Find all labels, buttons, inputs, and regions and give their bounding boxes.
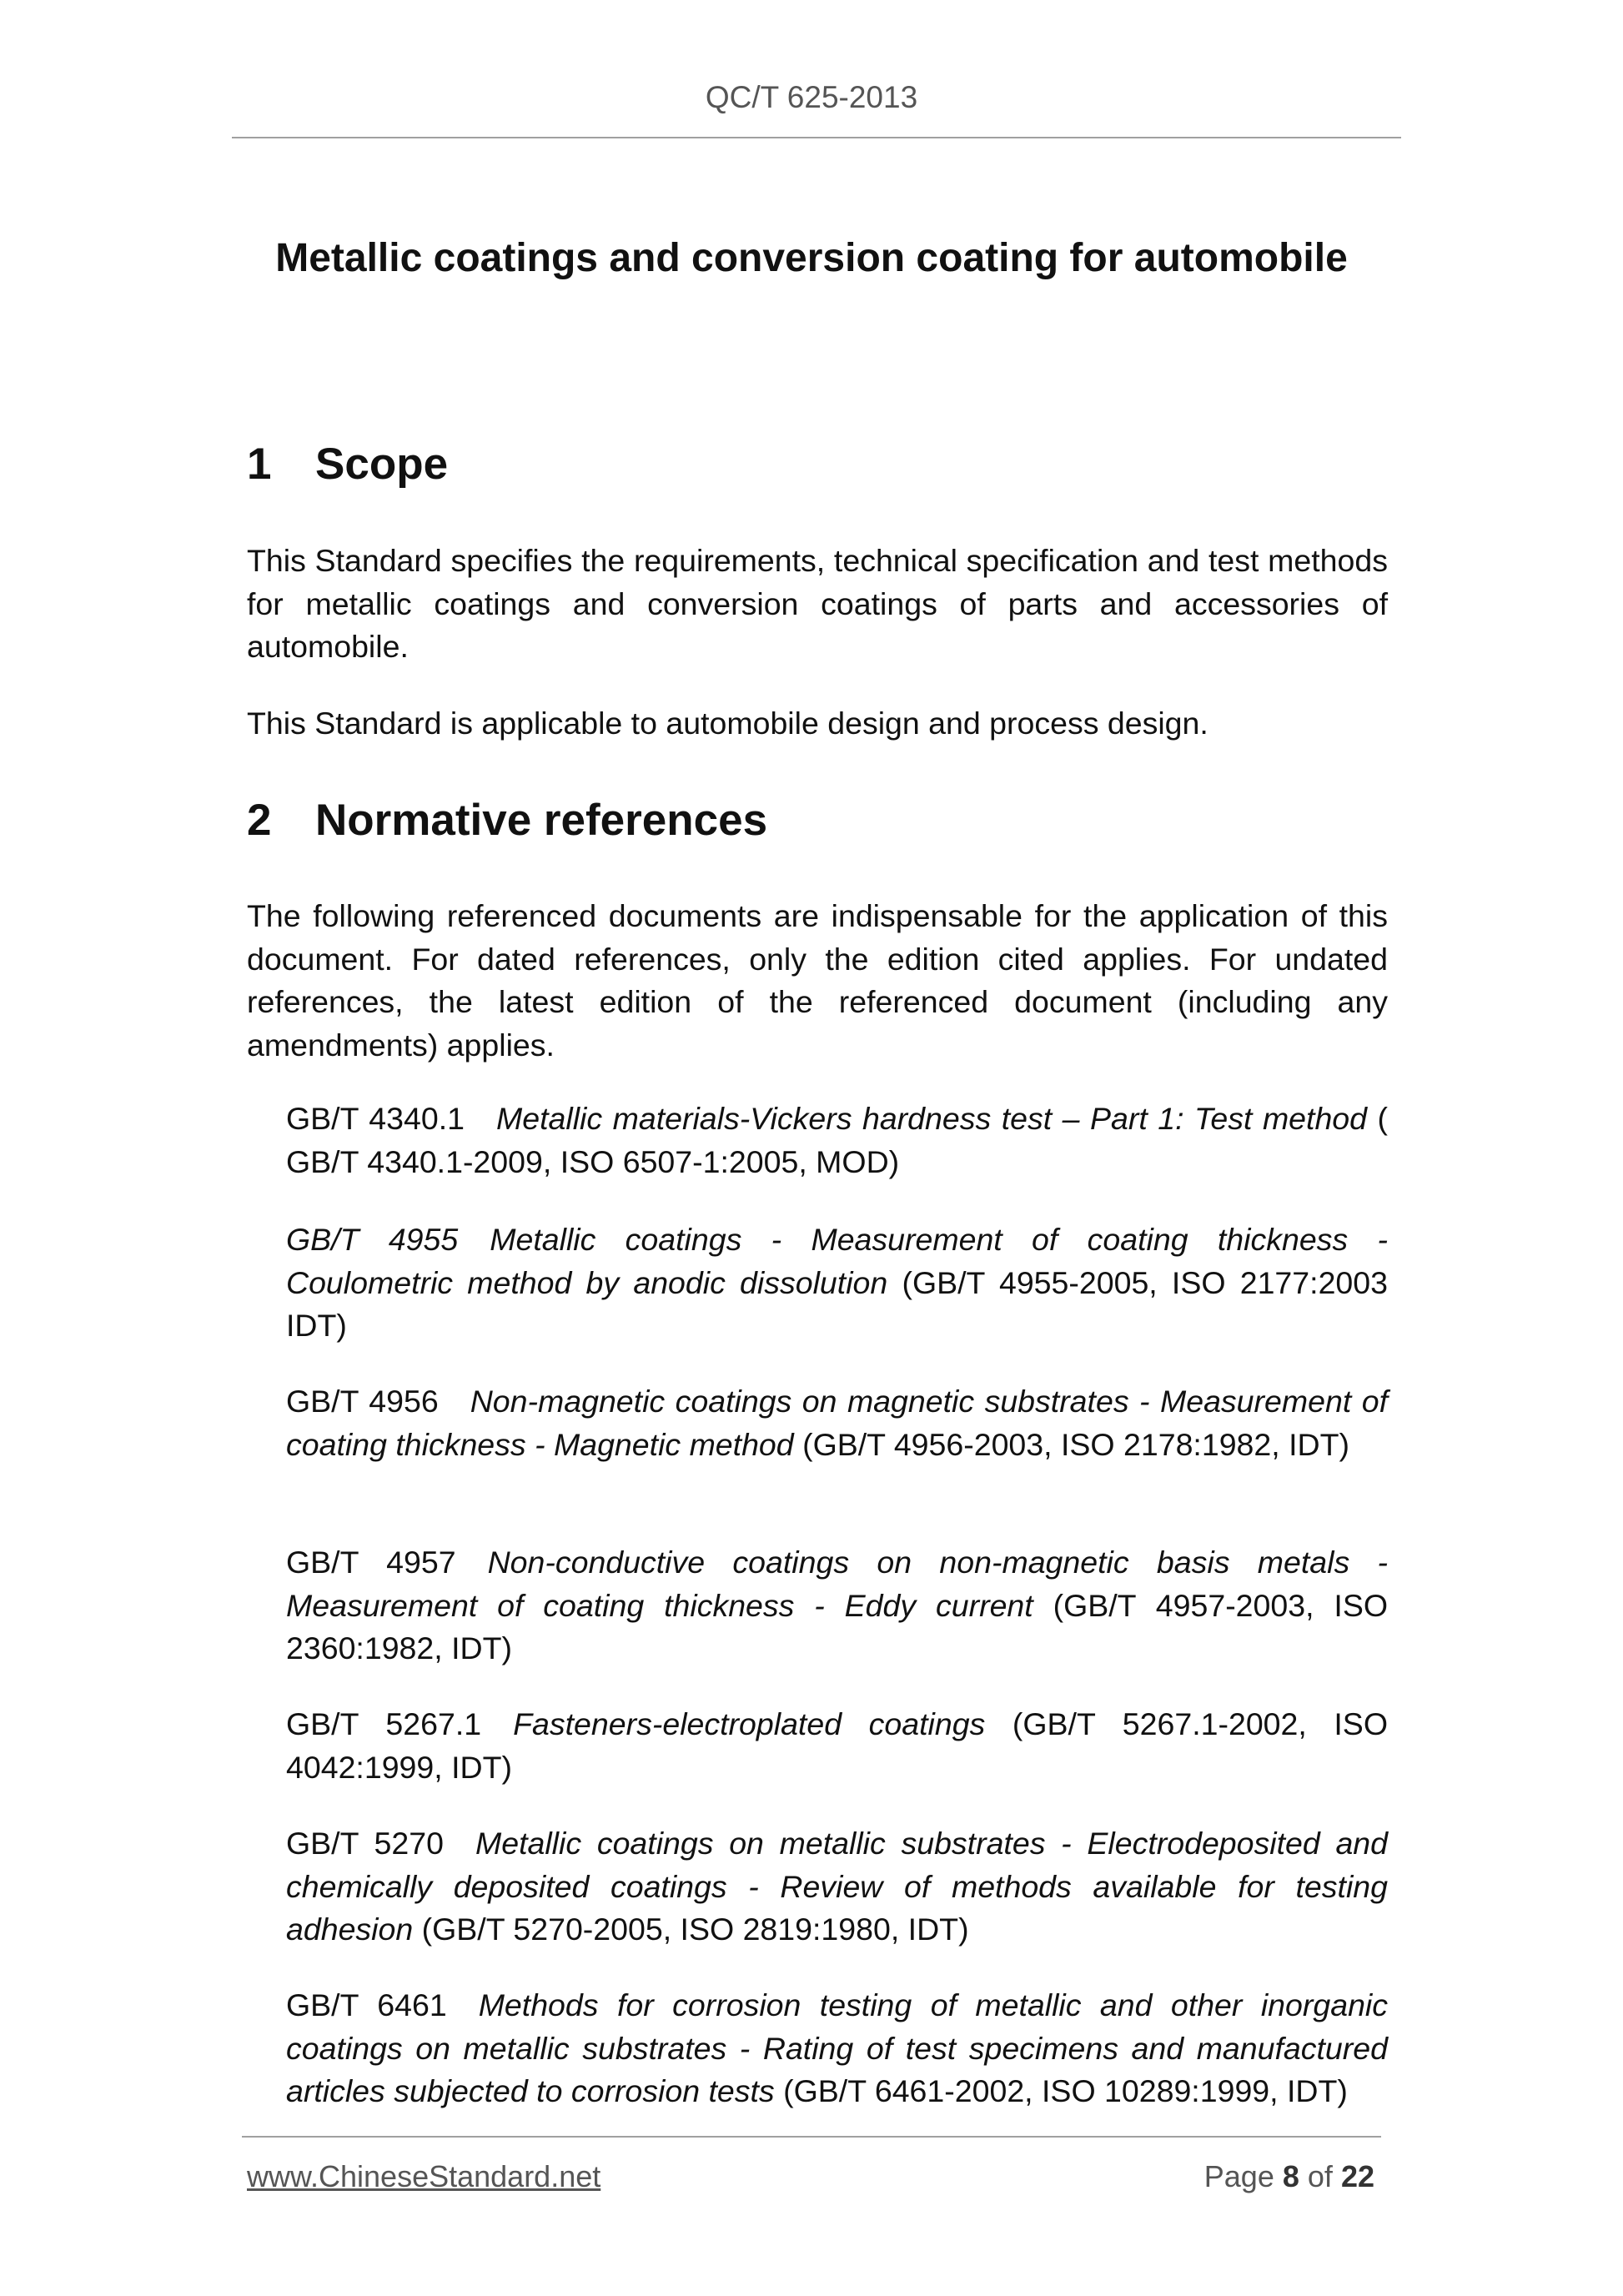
reference-title: Methods for corrosion testing of metallic and other inorganic coatings on metallic substrates - Rating of test specimens and manufactured articles subjected to corrosion tests xyxy=(286,1987,1389,2108)
reference-suffix: (GB/T 5267.1-2002, ISO 4042:1999, IDT) xyxy=(286,1706,1388,1785)
reference-code: GB/T 4955 xyxy=(286,1222,459,1257)
page-label: Page xyxy=(1203,2159,1274,2193)
reference-code: GB/T 5267.1 xyxy=(286,1706,482,1741)
scope-paragraph-1: This Standard specifies the requirements, technical specification and test methods for metallic coatings and conversion coatings of parts and accessories of automobile. xyxy=(247,543,1388,664)
reference-suffix: (GB/T 4956-2003, ISO 2178:1982, IDT) xyxy=(802,1426,1349,1462)
reference-title: Non-magnetic coatings on magnetic substrates - Measurement of coating thickness - Magnetic method xyxy=(286,1384,1388,1462)
page-total: 22 xyxy=(1340,2159,1374,2193)
reference-item xyxy=(286,1380,1388,1466)
page-current: 8 xyxy=(1282,2159,1299,2193)
reference-item xyxy=(286,1098,1388,1183)
footer-page-number xyxy=(1204,2159,1374,2194)
reference-suffix: (GB/T 4957-2003, ISO 2360:1982, IDT) xyxy=(286,1587,1388,1665)
reference-item xyxy=(286,1703,1388,1789)
section-number: 1 xyxy=(247,440,272,489)
reference-suffix: (GB/T 5270-2005, ISO 2819:1980, IDT) xyxy=(421,1912,969,1947)
normative-references-intro: The following referenced documents are indispensable for the application of this document. For dated references, only the edition cited applies. For undated references, the latest edition of the referenced document (including any amendments) applies. xyxy=(247,898,1388,1063)
reference-title: Metallic coatings on metallic substrates - Electrodeposited and chemically deposited coatings - Review of methods available for testing adhesion xyxy=(286,1826,1389,1947)
reference-item xyxy=(286,1984,1388,2113)
reference-suffix: (GB/T 6461-2002, ISO 10289:1999, IDT) xyxy=(783,2073,1348,2108)
reference-title: Non-conductive coatings on non-magnetic basis metals - Measurement of coating thickness - Eddy current xyxy=(286,1545,1389,1623)
reference-suffix: ( GB/T 4340.1-2009, ISO 6507-1:2005, MOD) xyxy=(286,1101,1389,1179)
section-number: 2 xyxy=(247,796,272,845)
footer-divider xyxy=(242,2136,1381,2138)
scope-paragraph-2: This Standard is applicable to automobile design and process design. xyxy=(247,706,1208,741)
footer-website-link[interactable]: www.ChineseStandard.net xyxy=(247,2159,601,2193)
page-of-label: of xyxy=(1307,2159,1333,2193)
reference-item xyxy=(286,1541,1388,1671)
reference-code: GB/T 4956 xyxy=(286,1384,439,1419)
page-header-doc-code: QC/T 625-2013 xyxy=(705,80,918,114)
reference-suffix: (GB/T 4955-2005, ISO 2177:2003 IDT) xyxy=(286,1264,1388,1343)
section-title: Normative references xyxy=(315,796,768,845)
reference-code: GB/T 5270 xyxy=(286,1826,444,1861)
reference-title: Metallic materials-Vickers hardness test – Part 1: Test method xyxy=(496,1101,1368,1136)
section-heading-normative-references xyxy=(247,795,767,846)
reference-code: GB/T 6461 xyxy=(286,1987,447,2022)
section-title: Scope xyxy=(315,440,449,489)
reference-item xyxy=(286,1218,1388,1348)
reference-item xyxy=(286,1822,1388,1952)
section-heading-scope xyxy=(247,439,448,490)
header-divider xyxy=(232,137,1401,138)
reference-title: Metallic coatings - Measurement of coating thickness - Coulometric method by anodic dissolution xyxy=(286,1222,1388,1300)
document-title: Metallic coatings and conversion coating for automobile xyxy=(275,236,1348,280)
reference-code: GB/T 4340.1 xyxy=(286,1101,465,1136)
reference-code: GB/T 4957 xyxy=(286,1545,456,1580)
reference-title: Fasteners-electroplated coatings xyxy=(513,1706,986,1741)
